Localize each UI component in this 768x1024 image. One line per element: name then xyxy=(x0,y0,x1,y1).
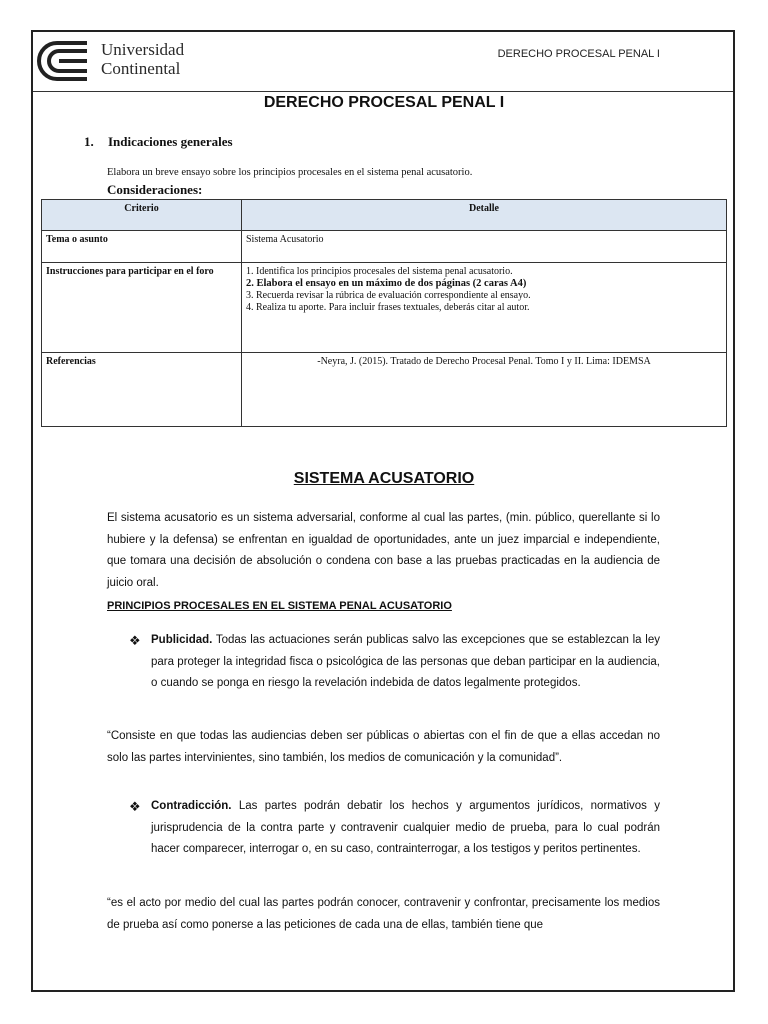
diamond-bullet-icon: ❖ xyxy=(129,633,141,648)
header-course-name: DERECHO PROCESAL PENAL I xyxy=(497,48,660,60)
principles-subheading: PRINCIPIOS PROCESALES EN EL SISTEMA PENAL ACUSATORIO xyxy=(107,600,452,612)
header-detalle: Detalle xyxy=(242,200,727,231)
paragraph-intro: El sistema acusatorio es un sistema adversarial, conforme al cual las partes, (min. público, querellante si lo hubiere y la defensa) se enfrentan en igualdad de oportunidades, ante un juez imparcial e independiente, que tomara una decisión de absolución o condena con base a las pruebas practicadas en la audiencia de juicio oral. xyxy=(107,512,660,589)
logo-line-2: Continental xyxy=(101,59,181,78)
instr-line: 1. Identifica los principios procesales del sistema penal acusatorio. xyxy=(246,266,513,277)
university-name xyxy=(101,40,185,78)
ref-value: -Neyra, J. (2015). Tratado de Derecho Procesal Penal. Tomo I y II. Lima: IDEMSA xyxy=(242,353,727,427)
bullet-contradiccion xyxy=(151,796,660,861)
diamond-bullet-icon: ❖ xyxy=(129,799,141,814)
table-row xyxy=(42,353,727,427)
tema-value: Sistema Acusatorio xyxy=(242,231,727,263)
logo-line-1: Universidad xyxy=(101,40,185,59)
considerations-label: Consideraciones: xyxy=(107,182,203,197)
university-logo-icon xyxy=(37,40,91,82)
bullet-publicidad xyxy=(151,630,660,695)
instr-label: Instrucciones para participar en el foro xyxy=(42,263,242,353)
essay-title: SISTEMA ACUSATORIO xyxy=(293,470,475,487)
header-criterio: Criterio xyxy=(42,200,242,231)
table-row xyxy=(42,231,727,263)
document-title: DERECHO PROCESAL PENAL I xyxy=(263,94,505,111)
instr-value xyxy=(242,263,727,353)
quote-contradiccion: “es el acto por medio del cual las partes podrán conocer, contravenir y confrontar, precisamente los medios de prueba así como ponerse a las peticiones de cada una de ellas, también tiene que xyxy=(107,897,660,931)
quote-publicidad: “Consiste en que todas las audiencias deben ser públicas o abiertas con el fin de que a ellas accedan no solo las partes intervinientes, sino también, los medios de comunicación y la comunidad”. xyxy=(107,730,660,764)
section-heading xyxy=(84,134,233,150)
section-number: 1. xyxy=(84,134,94,149)
criteria-table xyxy=(41,199,727,427)
section-title: Indicaciones generales xyxy=(108,134,233,149)
table-row xyxy=(42,263,727,353)
tema-label: Tema o asunto xyxy=(42,231,242,263)
instr-line: 3. Recuerda revisar la rúbrica de evaluación correspondiente al ensayo. xyxy=(246,290,531,301)
instr-line: 4. Realiza tu aporte. Para incluir frases textuales, deberás citar al autor. xyxy=(246,302,530,313)
instr-line: 2. Elabora el ensayo en un máximo de dos páginas (2 caras A4) xyxy=(246,278,527,289)
bullet-text: Las partes podrán debatir los hechos y argumentos jurídicos, normativos y jurisprudencia de la contra parte y contravenir cualquier medio de prueba, para lo cual podrán hacer comparecer, interrogar o, en su caso, contrainterrogar, a los testigos y peritos pertinentes. xyxy=(151,800,660,855)
intro-text: Elabora un breve ensayo sobre los principios procesales en el sistema penal acusatorio. xyxy=(107,167,473,178)
ref-label: Referencias xyxy=(42,353,242,427)
bullet-term: Contradicción. xyxy=(151,800,232,812)
bullet-text: Todas las actuaciones serán publicas salvo las excepciones que se establezcan la ley para proteger la integridad fisca o psicológica de las personas que deban participar en la audiencia, o cuando se ponga en riesgo la revelación indebida de datos legalmente protegidos. xyxy=(151,634,660,689)
bullet-term: Publicidad. xyxy=(151,634,213,646)
header-divider xyxy=(33,91,733,92)
